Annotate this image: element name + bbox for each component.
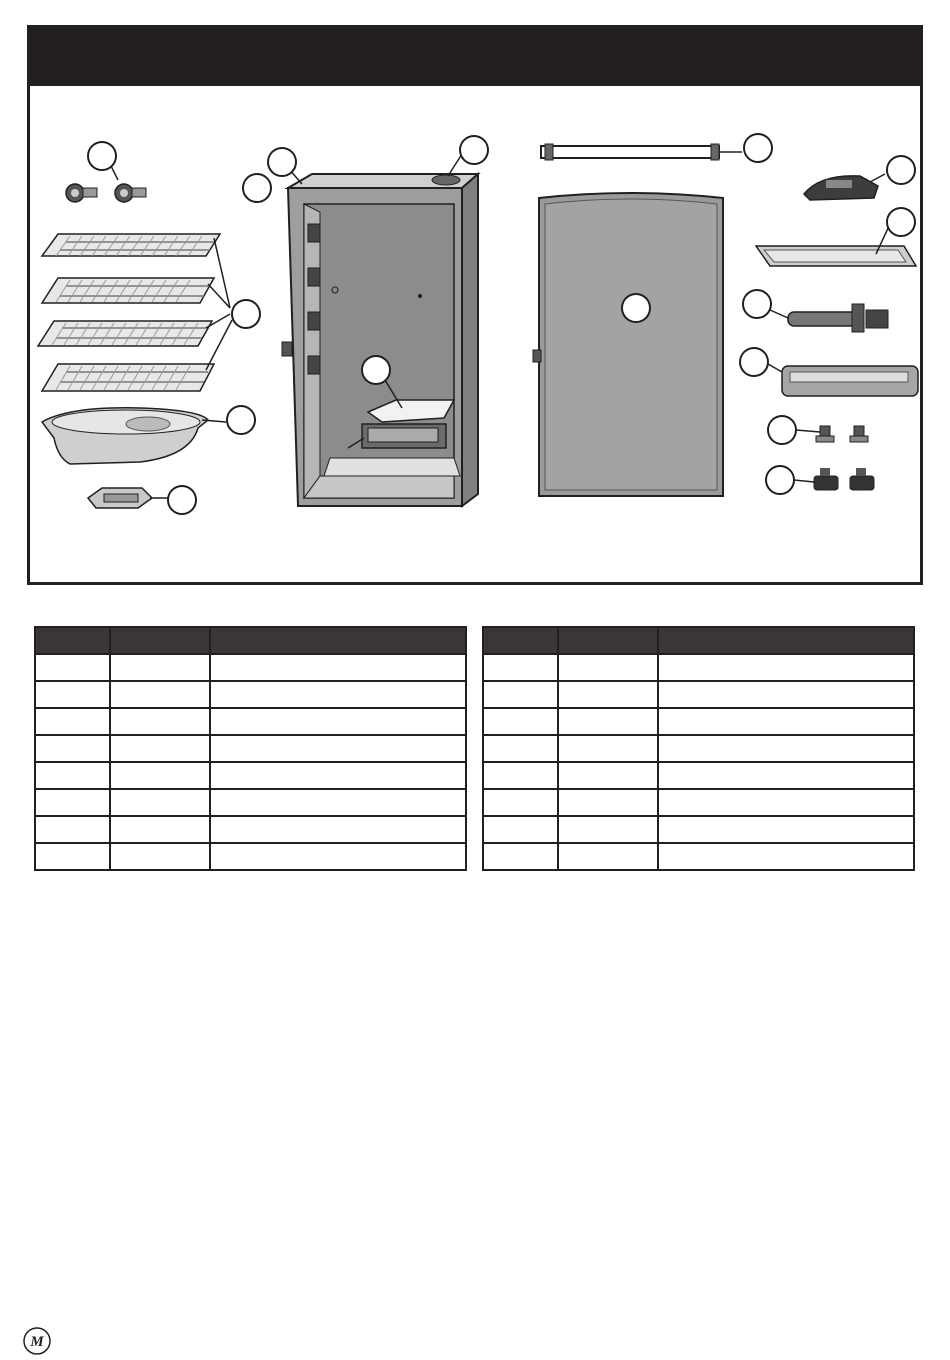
callout-marker: [243, 174, 271, 202]
table-cell: [35, 708, 110, 735]
table-header-row: [483, 627, 914, 654]
table-cell: [558, 762, 658, 789]
table-cell: [35, 654, 110, 681]
callout-marker: [268, 148, 296, 176]
table-row: [483, 843, 914, 870]
table-cell: [483, 708, 558, 735]
callout-marker: [744, 134, 772, 162]
callout-marker: [887, 156, 915, 184]
callout-marker: [622, 294, 650, 322]
table-cell: [35, 681, 110, 708]
parts-illustration: [30, 28, 920, 582]
table-cell: [110, 843, 210, 870]
table-row: [35, 735, 466, 762]
callout-marker: [362, 356, 390, 384]
table-row: [483, 762, 914, 789]
table-row: [483, 654, 914, 681]
table-cell: [210, 789, 466, 816]
table-cell: [483, 654, 558, 681]
table-cell: [483, 762, 558, 789]
table-cell: [483, 735, 558, 762]
table-cell: [210, 654, 466, 681]
table-row: [483, 735, 914, 762]
table-row: [35, 843, 466, 870]
table-row: [35, 681, 466, 708]
table-cell: [483, 681, 558, 708]
callout-marker: [168, 486, 196, 514]
parts-table-left: [34, 626, 467, 871]
table-cell: [483, 843, 558, 870]
water-bowl-part: [42, 408, 208, 464]
table-cell: [110, 789, 210, 816]
table-cell: [110, 735, 210, 762]
callout-marker: [743, 290, 771, 318]
table-cell: [658, 735, 914, 762]
table-cell: [210, 762, 466, 789]
table-cell: [210, 708, 466, 735]
table-cell: [35, 789, 110, 816]
table-row: [483, 681, 914, 708]
table-row: [35, 762, 466, 789]
table-row: [35, 816, 466, 843]
table-row: [483, 708, 914, 735]
header-cell: [210, 627, 466, 654]
callout-marker: [766, 466, 794, 494]
table-cell: [558, 789, 658, 816]
parts-table-right: [482, 626, 915, 871]
table-header-row: [35, 627, 466, 654]
header-cell: [483, 627, 558, 654]
leveling-feet-part: [814, 468, 874, 490]
callout-marker: [88, 142, 116, 170]
table-cell: [210, 843, 466, 870]
chip-loader-part: [788, 304, 888, 332]
table-cell: [658, 762, 914, 789]
header-cell: [35, 627, 110, 654]
table-cell: [658, 843, 914, 870]
table-cell: [483, 789, 558, 816]
header-cell: [558, 627, 658, 654]
svg-text:M: M: [30, 1334, 44, 1350]
table-cell: [558, 654, 658, 681]
table-cell: [558, 735, 658, 762]
table-row: [35, 789, 466, 816]
callout-marker: [887, 208, 915, 236]
table-cell: [35, 762, 110, 789]
control-panel-part: [804, 176, 878, 200]
table-cell: [658, 708, 914, 735]
drip-tray-part: [756, 246, 916, 266]
callout-marker: [768, 416, 796, 444]
table-cell: [558, 708, 658, 735]
header-cell: [110, 627, 210, 654]
table-cell: [35, 816, 110, 843]
table-row: [35, 708, 466, 735]
table-cell: [110, 762, 210, 789]
table-cell: [35, 735, 110, 762]
table-row: [483, 816, 914, 843]
table-cell: [35, 843, 110, 870]
thumb-screws-part: [816, 426, 868, 442]
table-cell: [483, 816, 558, 843]
table-cell: [110, 708, 210, 735]
table-cell: [210, 735, 466, 762]
callout-marker: [227, 406, 255, 434]
table-cell: [558, 843, 658, 870]
table-row: [35, 654, 466, 681]
callout-marker: [460, 136, 488, 164]
table-cell: [210, 681, 466, 708]
callout-marker: [740, 348, 768, 376]
caster-wheels-part: [66, 184, 146, 202]
table-cell: [658, 681, 914, 708]
table-cell: [210, 816, 466, 843]
table-cell: [558, 816, 658, 843]
table-row: [483, 789, 914, 816]
smoker-cabinet-part: [282, 174, 478, 506]
callout-marker: [232, 300, 260, 328]
brand-logo-icon: [22, 1326, 52, 1356]
table-cell: [658, 654, 914, 681]
table-cell: [658, 816, 914, 843]
header-cell: [658, 627, 914, 654]
door-handle-part: [782, 366, 918, 396]
table-cell: [658, 789, 914, 816]
grease-tray-part: [88, 488, 152, 508]
table-cell: [558, 681, 658, 708]
table-cell: [110, 654, 210, 681]
exploded-parts-diagram: [27, 25, 923, 585]
table-cell: [110, 681, 210, 708]
table-cell: [110, 816, 210, 843]
